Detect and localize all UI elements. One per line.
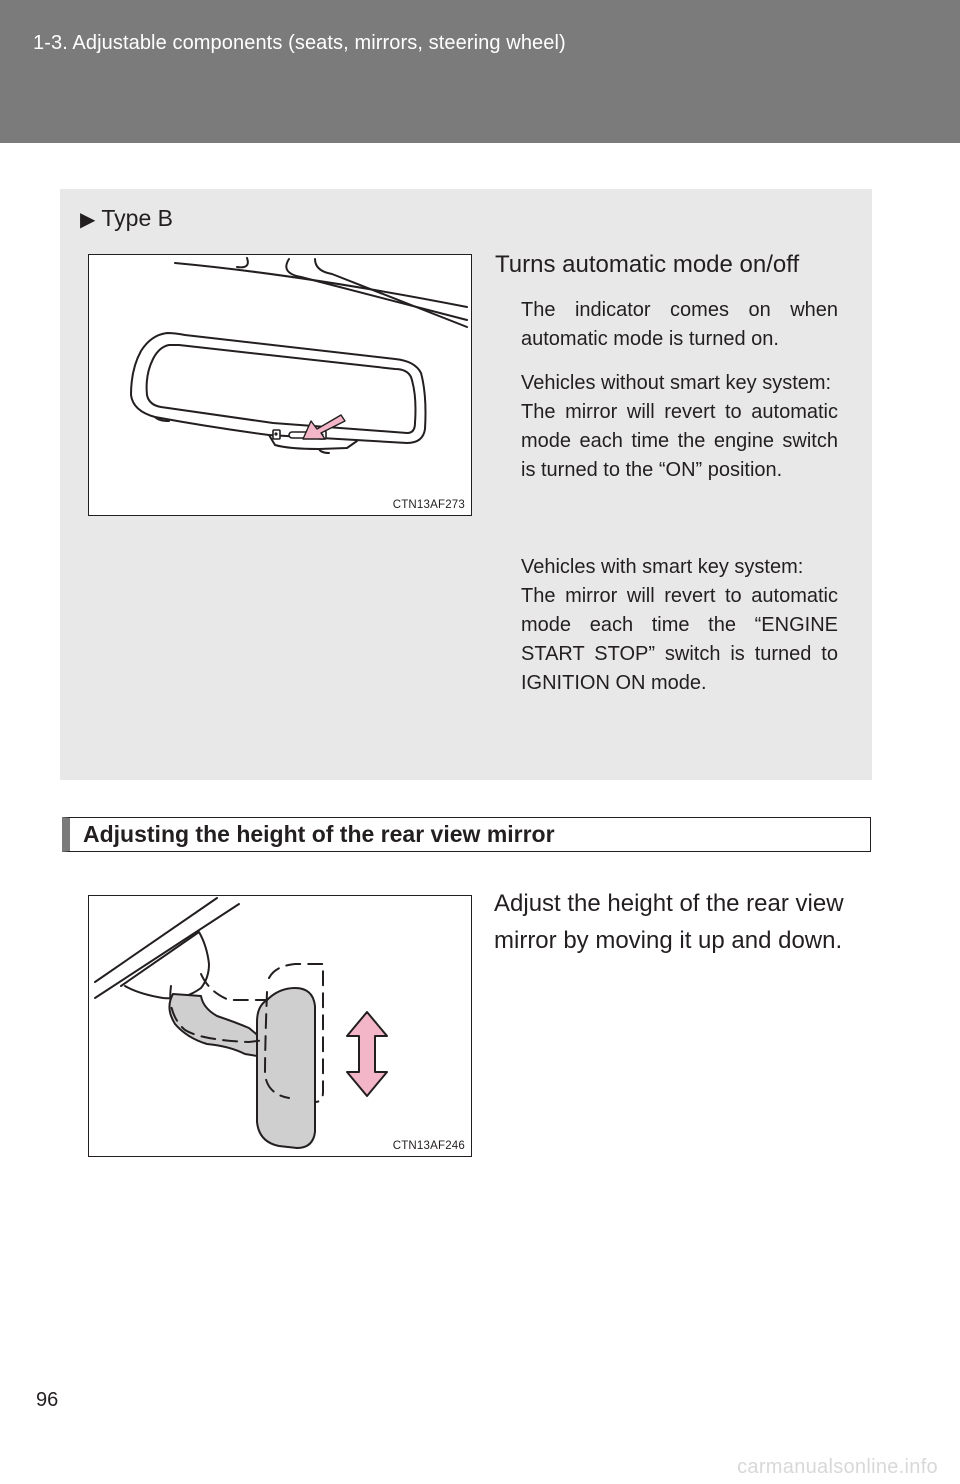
type-b-label-text: Type B [101,205,173,231]
figure-code: CTN13AF246 [392,1140,465,1152]
page-header [0,0,960,143]
watermark: carmanualsonline.info [737,1456,938,1478]
height-instruction-line1: Adjust the height of the rear view [494,890,844,917]
section-heading-bar [62,817,871,852]
indicator-note [521,296,838,354]
auto-dimming-mirror-figure [88,254,472,516]
auto-dimming-mirror-illustration [89,255,473,517]
page-number: 96 [36,1389,59,1411]
type-b-heading: Turns automatic mode on/off [495,251,800,278]
mirror-height-illustration [89,896,473,1158]
smart-key-description: The mirror will revert to automatic mode each time the “ENGINE START STOP” switch is turned to IGNITION ON mode. [521,585,838,694]
height-instruction-line2: mirror by moving it up and down. [494,927,843,954]
triangle-bullet-icon: ▶ [80,209,96,231]
no-smart-key-description: The mirror will revert to automatic mode each time the engine switch is turned to the “ON” position. [521,401,838,481]
header-title: 1-3. Adjustable components (seats, mirrors, steering wheel) [33,32,566,54]
figure-code: CTN13AF273 [392,499,465,511]
mirror-height-figure [88,895,472,1157]
section-title: Adjusting the height of the rear view mirror [83,821,555,847]
type-b-label [80,205,173,232]
smart-key-condition: Vehicles with smart key system: [521,556,804,578]
smart-key-note [521,553,838,698]
no-smart-key-note [521,369,838,485]
indicator-note-text: The indicator comes on when automatic mode is turned on. [521,299,838,350]
no-smart-key-condition: Vehicles without smart key system: [521,372,832,394]
